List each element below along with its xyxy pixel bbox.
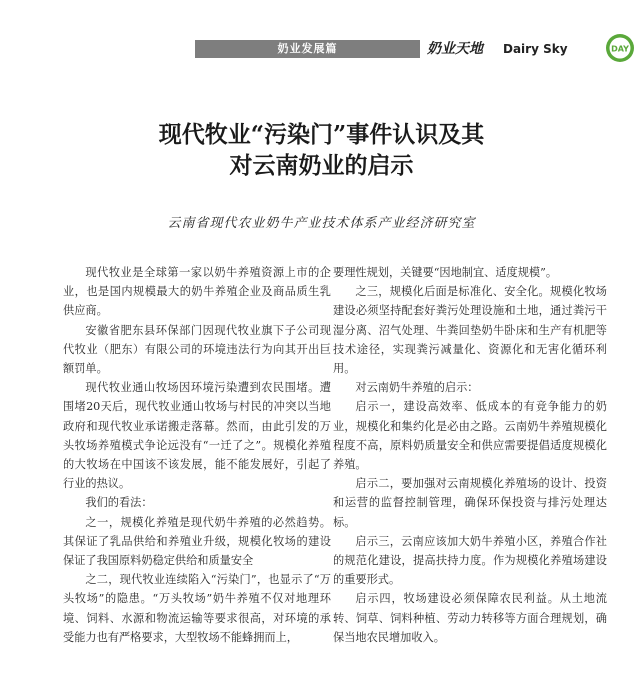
left-column — [63, 263, 331, 647]
article-author: 云南省现代农业奶牛产业技术体系产业经济研究室 — [167, 216, 476, 231]
paragraph: 之二，现代牧业连续陷入“污染门”，也显示了“万头牧场”的隐患。“万头牧场”奶牛养殖不仅对地理环境、饲料、水源和物流运输等要求很高，对环境的承受能力也有严格要求，大型牧场不能蜂拥而上， — [63, 573, 331, 644]
right-column — [333, 263, 607, 647]
paragraph: 启示三，云南应该加大奶牛养殖小区，养殖合作社的规范化建设，提高扶持力度。作为规模化养殖场建设的重要形式。 — [333, 534, 607, 587]
paragraph: 启示一，建设高效率、低成本的有竞争能力的奶业，规模化和集约化是必由之路。云南奶牛养殖规模化程度不高，原料奶质量安全和供应需要提倡适度规模化养殖。 — [333, 400, 607, 472]
paragraph: 要理性规划，关键要“因地制宜、适度规模”。 — [333, 266, 558, 279]
paragraph: 启示二，要加强对云南规模化养殖场的设计、投资和运营的监督控制管理，确保环保投资与排污处理达标。 — [333, 477, 607, 529]
paragraph: 之三，规模化后面是标准化、安全化。规模化牧场建设必须坚持配套好粪污处理设施和土地，通过粪污干湿分离、沼气处理、牛粪回垫奶牛卧床和生产有机肥等技术途径，实现粪污减量化、资源化和无害化循环利用。 — [333, 285, 607, 376]
article-title-line2: 对云南奶业的启示 — [229, 152, 414, 179]
magazine-name-en: Dairy Sky — [503, 42, 568, 56]
paragraph: 安徽省肥东县环保部门因现代牧业旗下子公司现代牧业（肥东）有限公司的环境违法行为向其开出巨额罚单。 — [63, 323, 331, 376]
paragraph: 启示四，牧场建设必须保障农民利益。从土地流转、饲草、饲料种植、劳动力转移等方面合理规划，确保当地农民增加收入。 — [333, 592, 607, 644]
magazine-logo-icon — [604, 32, 636, 64]
paragraph: 对云南奶牛养殖的启示： — [355, 381, 479, 395]
magazine-name-cn: 奶业天地 — [427, 41, 483, 57]
paragraph: 我们的看法： — [85, 496, 153, 510]
section-label: 奶业发展篇 — [195, 40, 420, 58]
paragraph: 之一，规模化养殖是现代奶牛养殖的必然趋势。其保证了乳品供给和养殖业升级，规模化牧场的建设保证了我国原料奶稳定供给和质量安全 — [63, 515, 331, 568]
page-header — [195, 38, 643, 62]
logo-text: DAY — [611, 44, 629, 54]
paragraph: 现代牧业通山牧场因环境污染遭到农民围堵。遭围堵20天后，现代牧业通山牧场与村民的冲突以当地政府和现代牧业承诺搬走落幕。然而，由此引发的万头牧场养殖模式争论远没有“一迁了之”。规模化养殖的大牧场在中国该不该发展，能不能发展好，引起了行业的热议。 — [63, 381, 331, 491]
article-title-line1: 现代牧业“污染门”事件认识及其 — [158, 121, 485, 148]
paragraph: 现代牧业是全球第一家以奶牛养殖资源上市的企业，也是国内规模最大的奶牛养殖企业及商品质生乳供应商。 — [63, 266, 331, 318]
